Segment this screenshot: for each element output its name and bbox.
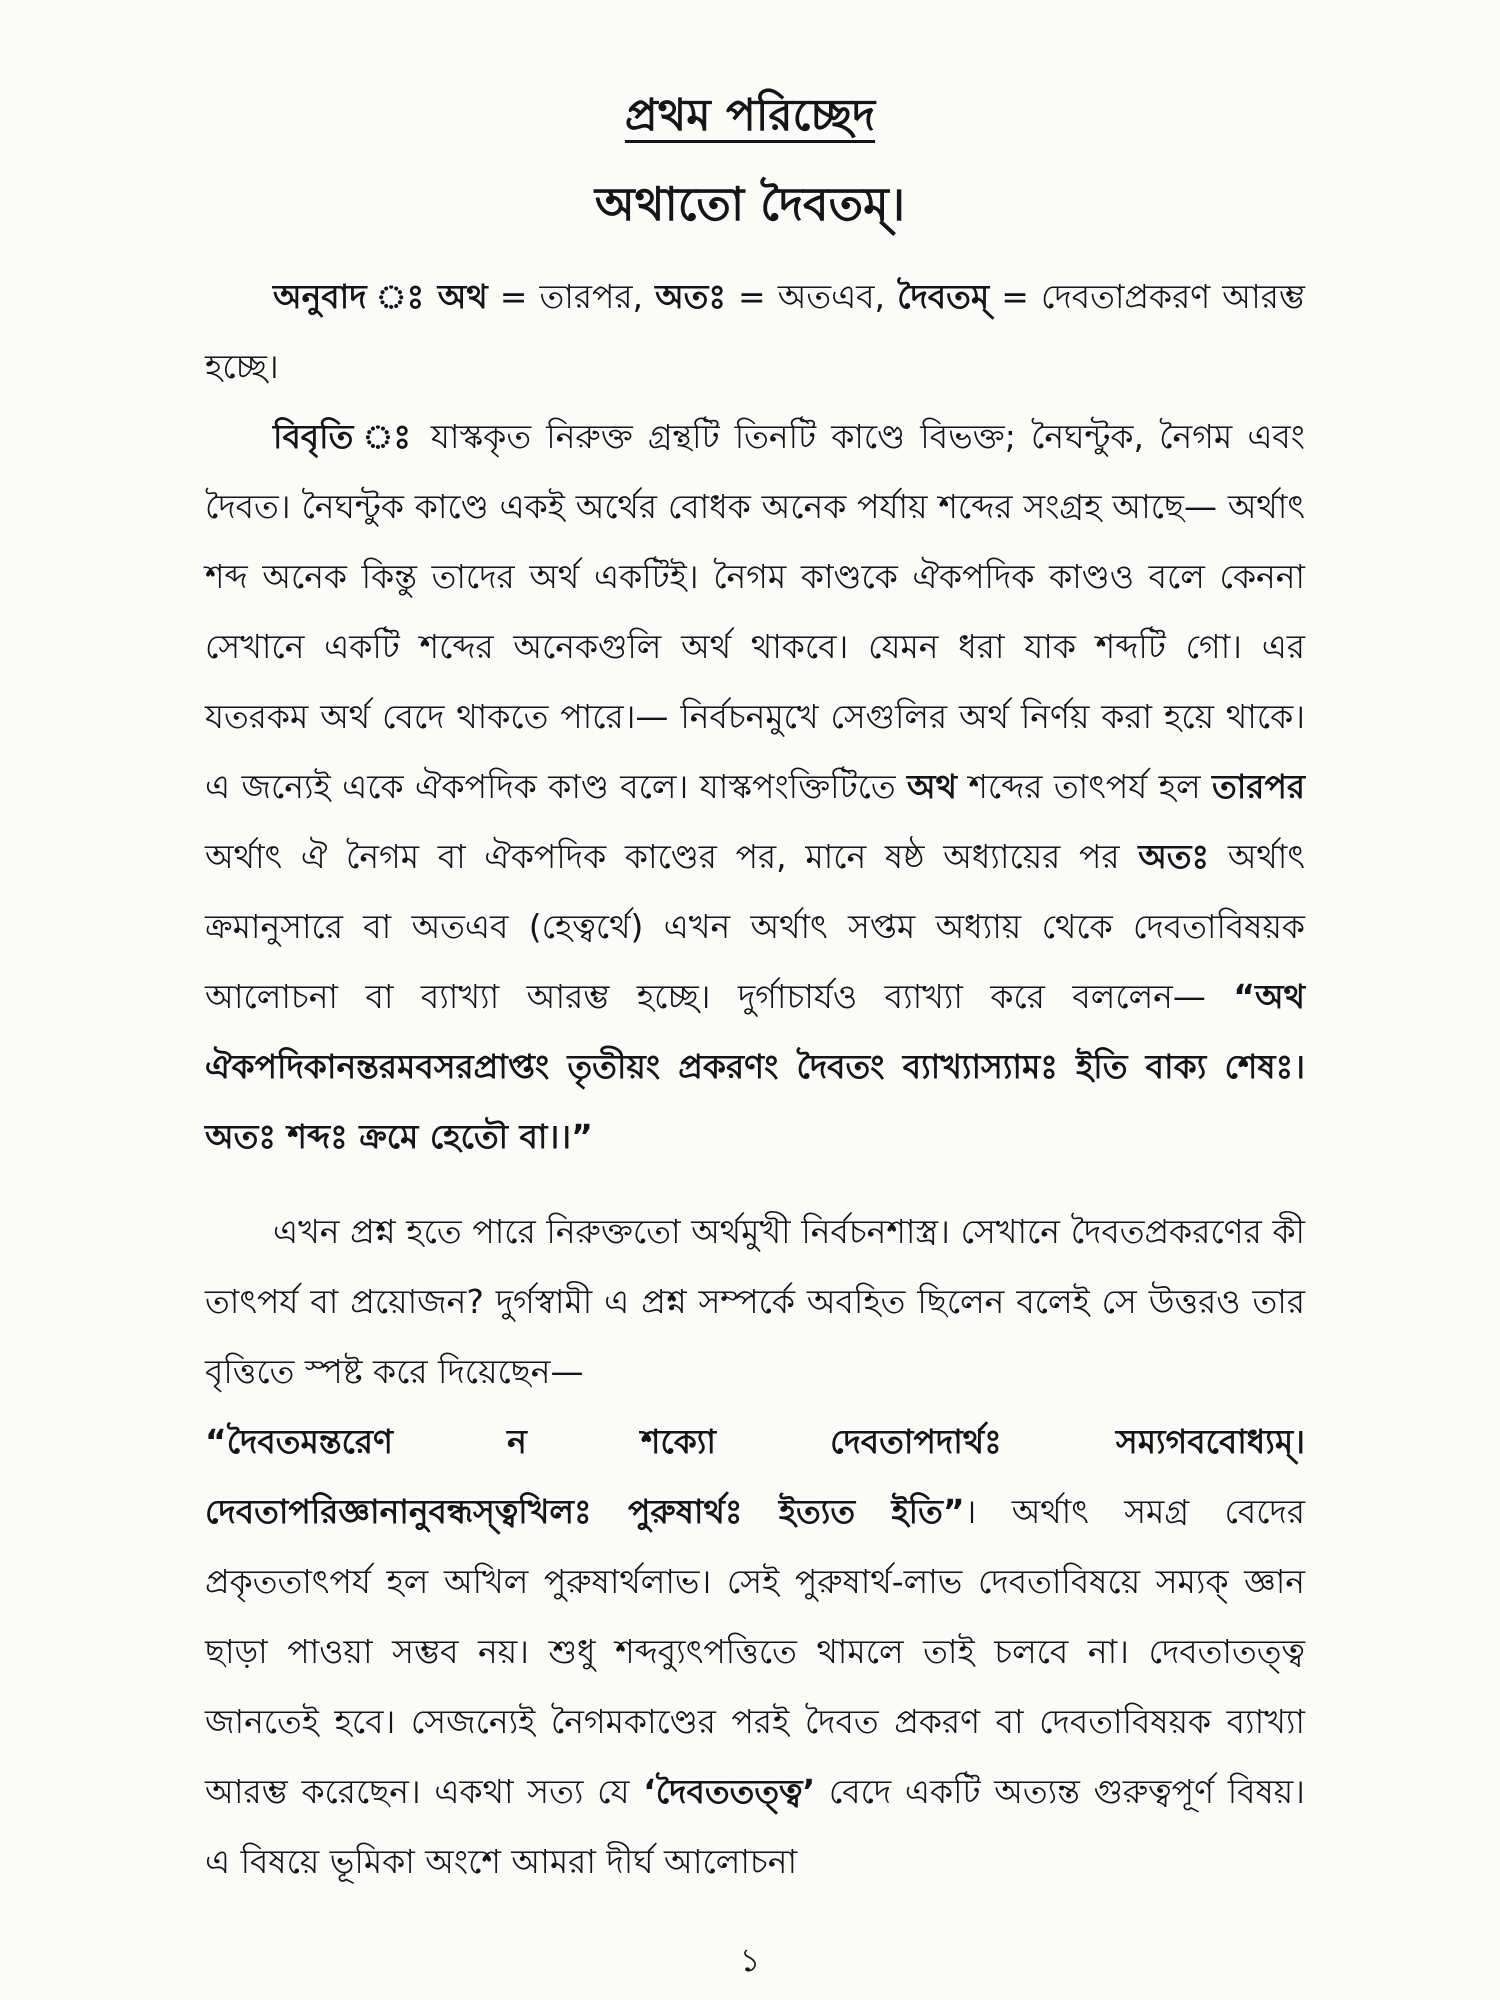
translation-paragraph <box>205 262 1305 402</box>
discussion-text-2: । অর্থাৎ সমগ্র বেদের প্রকৃততাৎপর্য হল অখিল পুরুষার্থলাভ। সেই পুরুষার্থ-লাভ দেবতাবিষয়ে সম্যক্ জ্ঞান ছাড়া পাওয়া সম্ভব নয়। শুধু শব্দব্যুৎপত্তিতে থামলে তাই চলবে না। দেবতাতত্ত্ব জানতেই হবে। সেজন্যেই নৈগমকাণ্ডের পরই দৈবত প্রকরণ বা দেবতাবিষয়ক ব্যাখ্যা আরম্ভ করেছেন। একথা সত্য যে <box>205 1492 1305 1811</box>
term-daivatam: দৈবতম্ <box>897 277 990 316</box>
discussion-text-3: বেদে একটি অত্যন্ত গুরুত্বপূর্ণ বিষয়। এ বিষয়ে ভূমিকা অংশে আমরা দীর্ঘ আলোচনা <box>205 1772 1305 1881</box>
daivata-tattva-term: ‘দৈবততত্ত্ব’ <box>643 1772 816 1811</box>
meaning-daivatam: = দেবতাপ্রকরণ আরম্ভ হচ্ছে। <box>205 277 1306 386</box>
chapter-heading <box>0 82 1500 155</box>
durgacharya-quote: “অথ ঐকপদিকানন্তরমবসরপ্রাপ্তং তৃতীয়ং প্রকরণং দৈবতং ব্যাখ্যাস্যামঃ ইতি বাক্য শেষঃ। অতঃ শব্দঃ ক্রমে হেতৌ বা।।” <box>205 977 1305 1156</box>
translation-label: অনুবাদ ঃ <box>273 277 426 316</box>
sutra-heading: অথাতো দৈবতম্। <box>594 177 906 231</box>
commentary-text-4: অর্থাৎ ক্রমানুসারে বা অতএব (হেত্বর্থে) এখন অর্থাৎ সপ্তম অধ্যায় থেকে দেবতাবিষয়ক আলোচনা বা ব্যাখ্যা আরম্ভ হচ্ছে। দুর্গাচার্যও ব্যাখ্যা করে বললেন— <box>205 837 1305 1016</box>
commentary-label: বিবৃতি ঃ <box>273 417 416 456</box>
commentary-paragraph <box>205 402 1305 1172</box>
commentary-term-tarpar: তারপর <box>1211 767 1306 806</box>
term-atha: অথ <box>437 277 488 316</box>
durgaswami-quote-line-1: “দৈবতমন্তরেণ ন শক্যো দেবতাপদার্থঃ সম্যগববোধ্যম্। <box>205 1422 1305 1461</box>
term-atah: অতঃ <box>655 277 726 316</box>
commentary-term-atah: অতঃ <box>1138 837 1210 876</box>
meaning-atah: = অতএব, <box>726 277 898 316</box>
chapter-title: প্রথম পরিচ্ছেদ <box>624 90 876 141</box>
commentary-text-2: শব্দের তাৎপর্য হল <box>956 767 1212 806</box>
meaning-atha: = তারপর, <box>487 277 656 316</box>
page-number: ১ <box>739 1941 761 1979</box>
discussion-paragraph <box>205 1197 1305 1897</box>
commentary-term-atha: অথ <box>907 767 957 806</box>
commentary-text-1: যাস্ককৃত নিরুক্ত গ্রন্থটি তিনটি কাণ্ডে বিভক্ত; নৈঘন্টুক, নৈগম এবং দৈবত। নৈঘন্টুক কাণ্ডে একই অর্থের বোধক অনেক পর্যায় শব্দের সংগ্রহ আছে— অর্থাৎ শব্দ অনেক কিন্তু তাদের অর্থ একটিই। নৈগম কাণ্ডকে ঐকপদিক কাণ্ডও বলে কেননা সেখানে একটি শব্দের অনেকগুলি অর্থ থাকবে। যেমন ধরা যাক শব্দটি গো। এর যতরকম অর্থ বেদে থাকতে পারে।— নির্বচনমুখে সেগুলির অর্থ নির্ণয় করা হয়ে থাকে। এ জন্যেই একে ঐকপদিক কাণ্ড বলে। যাস্কপংক্তিটিতে <box>205 417 1306 806</box>
durgaswami-quote-line-2: দেবতাপরিজ্ঞানানুবন্ধস্ত্বখিলঃ পুরুষার্থঃ ইত্যত ইতি” <box>205 1492 965 1531</box>
discussion-text-1: এখন প্রশ্ন হতে পারে নিরুক্ততো অর্থমুখী নির্বচনশাস্ত্র। সেখানে দৈবতপ্রকরণের কী তাৎপর্য বা প্রয়োজন? দুর্গস্বামী এ প্রশ্ন সম্পর্কে অবহিত ছিলেন বলেই সে উত্তরও তার বৃত্তিতে স্পষ্ট করে দিয়েছেন— <box>205 1212 1305 1391</box>
commentary-text-3: অর্থাৎ ঐ নৈগম বা ঐকপদিক কাণ্ডের পর, মানে ষষ্ঠ অধ্যায়ের পর <box>205 837 1139 876</box>
